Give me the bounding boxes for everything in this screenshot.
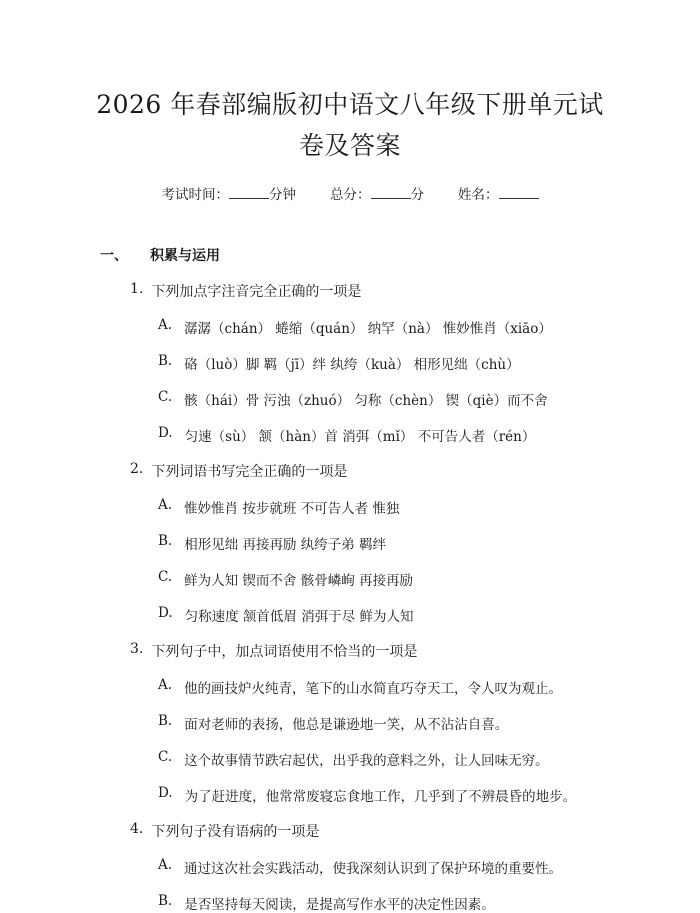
option-row [158, 605, 700, 625]
option-text: 面对老师的表扬，他总是谦逊地一笑，从不沾沾自喜。 [184, 717, 509, 733]
option-text: 这个故事情节跌宕起伏，出乎我的意料之外，让人回味无穷。 [184, 753, 549, 769]
question-4 [130, 821, 700, 841]
time-unit: 分钟 [269, 187, 296, 203]
option-text: 通过这次社会实践活动，使我深刻认识到了保护环境的重要性。 [184, 861, 563, 877]
question-options [158, 317, 700, 445]
score-label: 总分： [330, 187, 371, 203]
time-blank [229, 186, 269, 199]
option-letter: D. [158, 605, 173, 621]
option-row [158, 677, 700, 697]
option-text: 为了赶进度，他常常废寝忘食地工作，几乎到了不辨晨昏的地步。 [184, 789, 577, 805]
question-3 [130, 641, 700, 661]
score-blank [371, 186, 411, 199]
question-text: 下列词语书写完全正确的一项是 [151, 464, 348, 480]
exam-time [162, 183, 297, 203]
title-line-2: 卷及答案 [298, 131, 401, 160]
question-number: 2. [130, 461, 144, 477]
option-letter: C. [158, 389, 173, 405]
section-heading [100, 245, 700, 265]
option-row [158, 857, 700, 877]
score-unit: 分 [410, 187, 424, 203]
option-text: 他的画技炉火纯青，笔下的山水简直巧夺天工，令人叹为观止。 [184, 681, 563, 697]
question-text: 下列句子中，加点词语使用不恰当的一项是 [151, 644, 418, 660]
option-text: 惟妙惟肖 按步就班 不可告人者 惟独 [184, 501, 400, 517]
section-number: 一、 [100, 248, 128, 264]
option-row [158, 497, 700, 517]
title-line-1: 2026 年春部编版初中语文八年级下册单元试 [96, 90, 604, 119]
question-list [0, 281, 700, 913]
document-title [70, 84, 630, 166]
question-options [158, 497, 700, 625]
option-letter: B. [158, 713, 173, 729]
question-text: 下列句子没有语病的一项是 [151, 824, 320, 840]
option-row [158, 317, 700, 337]
option-letter: A. [158, 677, 173, 693]
question-number: 4. [130, 821, 144, 837]
option-text: 鲜为人知 锲而不舍 骸骨嶙峋 再接再励 [184, 573, 414, 589]
option-text: 匀称速度 颔首低眉 消弭于尽 鲜为人知 [184, 609, 414, 625]
option-row [158, 785, 700, 805]
option-row [158, 713, 700, 733]
question-text: 下列加点字注音完全正确的一项是 [151, 284, 362, 300]
option-text: 骸（hái）骨 污浊（zhuó） 匀称（chèn） 锲（qiè）而不舍 [184, 393, 548, 409]
option-row [158, 389, 700, 409]
option-row [158, 353, 700, 373]
question-options [158, 677, 700, 805]
option-letter: D. [158, 785, 173, 801]
option-text: 相形见绌 再接再励 纨绔子弟 羁绊 [184, 537, 387, 553]
time-label: 考试时间： [161, 187, 229, 203]
option-row [158, 893, 700, 913]
exam-score [330, 183, 424, 203]
option-letter: B. [158, 353, 173, 369]
question-2 [130, 461, 700, 481]
question-1 [130, 281, 700, 301]
question-number: 1. [130, 281, 144, 297]
option-row [158, 569, 700, 589]
option-letter: B. [158, 533, 173, 549]
option-row [158, 533, 700, 553]
option-text: 硌（luò）脚 羁（jī）绊 纨绔（kuà） 相形见绌（chù） [184, 357, 520, 373]
name-label: 姓名： [458, 187, 499, 203]
option-letter: C. [158, 569, 173, 585]
exam-meta [0, 183, 700, 203]
option-text: 匀速（sù） 颔（hàn）首 消弭（mǐ） 不可告人者（rén） [184, 429, 536, 445]
question-number: 3. [130, 641, 144, 657]
option-text: 潺潺（chán） 蜷缩（quán） 纳罕（nà） 惟妙惟肖（xiāo） [184, 321, 552, 337]
option-row [158, 749, 700, 769]
option-row [158, 425, 700, 445]
exam-name [458, 183, 539, 203]
option-letter: C. [158, 749, 173, 765]
option-text: 是否坚持每天阅读，是提高写作水平的决定性因素。 [184, 897, 495, 913]
option-letter: D. [158, 425, 173, 441]
option-letter: A. [158, 497, 173, 513]
option-letter: A. [158, 317, 173, 333]
option-letter: B. [158, 893, 173, 909]
option-letter: A. [158, 857, 173, 873]
name-blank [499, 186, 539, 199]
section-title: 积累与运用 [150, 248, 220, 264]
